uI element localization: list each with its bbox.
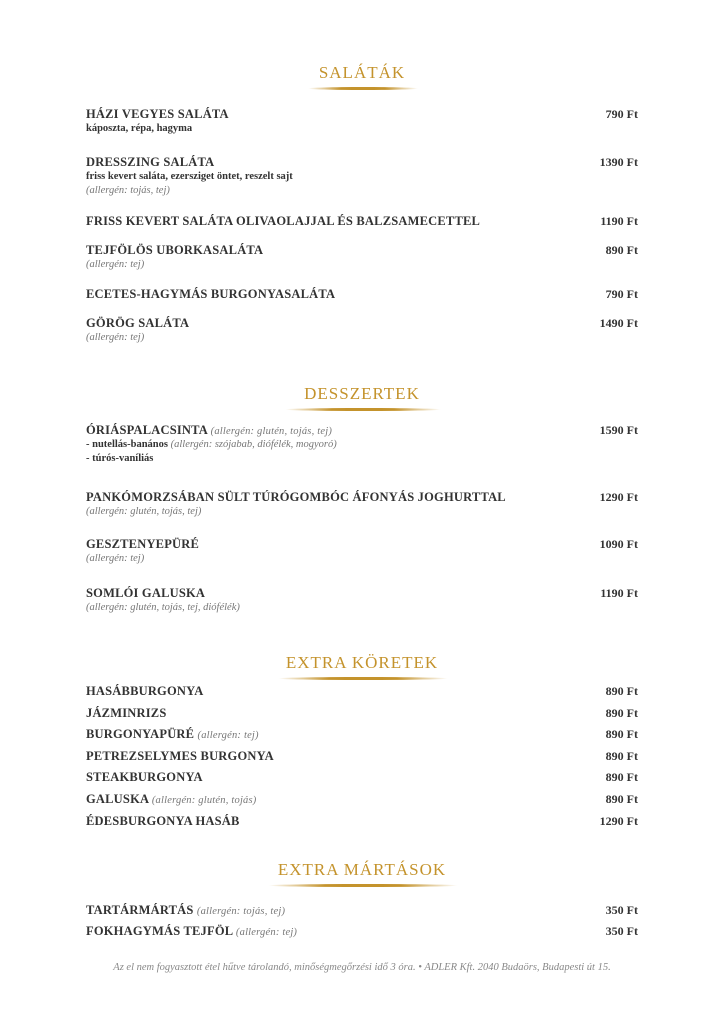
- item-price: 890 Ft: [605, 749, 638, 763]
- item-price: 790 Ft: [605, 287, 638, 301]
- menu-item: [86, 903, 638, 918]
- item-name: ECETES-HAGYMÁS BURGONYASALÁTA: [86, 287, 336, 301]
- item-allergen: (allergén: tojás, tej): [196, 906, 286, 917]
- item-name: DRESSZING SALÁTA: [86, 155, 215, 169]
- menu-item: [86, 814, 638, 829]
- item-price: 1190 Ft: [600, 586, 638, 600]
- menu-item: [86, 490, 638, 519]
- item-price: 1290 Ft: [599, 814, 638, 828]
- item-variant: - túrós-vaníliás: [86, 453, 154, 464]
- section-title-martasok: EXTRA MÁRTÁSOK: [277, 860, 447, 879]
- item-name: HASÁBBURGONYA: [86, 684, 204, 698]
- title-underline: [278, 677, 448, 680]
- item-name-text: FOKHAGYMÁS TEJFÖL: [86, 924, 233, 938]
- item-price: 790 Ft: [605, 107, 638, 121]
- menu-item: [86, 727, 638, 742]
- title-underline: [308, 87, 418, 90]
- menu-item: [86, 107, 638, 136]
- menu-item: [86, 316, 638, 345]
- footer-note: Az el nem fogyasztott étel hűtve tárolandó, minőségmegőrzési idő 3 óra. • ADLER Kft. 2040 Budaörs, Budapesti út 15.: [113, 962, 611, 973]
- section-title-koretek: EXTRA KÖRETEK: [285, 653, 439, 672]
- item-price: 1390 Ft: [599, 155, 638, 169]
- menu-item: [86, 155, 638, 198]
- item-allergen: (allergén: tej): [235, 927, 298, 938]
- item-name: JÁZMINRIZS: [86, 706, 167, 720]
- item-name-text: ÓRIÁSPALACSINTA: [86, 423, 208, 437]
- item-name: PANKÓMORZSÁBAN SÜLT TÚRÓGOMBÓC ÁFONYÁS JOGHURTTAL: [86, 490, 506, 504]
- title-underline: [268, 884, 458, 887]
- menu-item: [86, 749, 638, 764]
- item-name: [86, 903, 638, 918]
- item-name: ÉDESBURGONYA HASÁB: [86, 814, 240, 828]
- variant-name: - nutellás-banános: [86, 439, 168, 450]
- item-price: 1090 Ft: [599, 537, 638, 551]
- item-name: STEAKBURGONYA: [86, 770, 203, 784]
- item-name: GÖRÖG SALÁTA: [86, 316, 190, 330]
- item-price: 890 Ft: [605, 770, 638, 784]
- item-price: 890 Ft: [605, 684, 638, 698]
- menu-item: [86, 214, 638, 229]
- item-name: [86, 423, 638, 438]
- item-description: káposzta, répa, hagyma: [86, 123, 193, 134]
- item-name: SOMLÓI GALUSKA: [86, 586, 206, 600]
- item-price: 1290 Ft: [599, 490, 638, 504]
- item-price: 890 Ft: [605, 792, 638, 806]
- menu-item: [86, 924, 638, 939]
- variant-allergen: (allergén: szójabab, diófélék, mogyoró): [170, 439, 337, 450]
- item-allergen: (allergén: glutén, tojás): [151, 795, 257, 806]
- item-name: GESZTENYEPÜRÉ: [86, 537, 200, 551]
- item-name-text: BURGONYAPÜRÉ: [86, 727, 195, 741]
- section-title-desszertek: DESSZERTEK: [304, 384, 420, 403]
- menu-item: [86, 586, 638, 615]
- menu-item: [86, 770, 638, 785]
- item-price: 890 Ft: [605, 706, 638, 720]
- item-allergen: (allergén: glutén, tojás, tej): [86, 506, 202, 517]
- item-name: [86, 924, 638, 939]
- item-name: [86, 792, 638, 807]
- item-name: HÁZI VEGYES SALÁTA: [86, 107, 229, 121]
- item-price: 1490 Ft: [599, 316, 638, 330]
- menu-item: [86, 792, 638, 807]
- item-name: [86, 727, 638, 742]
- item-name: TEJFÖLÖS UBORKASALÁTA: [86, 243, 264, 257]
- menu-item: [86, 537, 638, 566]
- item-allergen: (allergén: glutén, tojás, tej, diófélék): [86, 602, 240, 613]
- item-allergen: (allergén: glutén, tojás, tej): [210, 426, 333, 437]
- item-price: 350 Ft: [605, 903, 638, 917]
- item-name-text: TARTÁRMÁRTÁS: [86, 903, 194, 917]
- item-price: 1590 Ft: [599, 423, 638, 437]
- item-allergen: (allergén: tej): [86, 259, 145, 270]
- title-underline: [285, 408, 441, 411]
- menu-item: [86, 706, 638, 721]
- item-variant: [86, 438, 638, 452]
- menu-item: [86, 423, 638, 466]
- item-name: FRISS KEVERT SALÁTA OLIVAOLAJJAL ÉS BALZSAMECETTEL: [86, 214, 481, 228]
- item-description: friss kevert saláta, ezersziget öntet, reszelt sajt: [86, 171, 293, 182]
- menu-item: [86, 243, 638, 272]
- item-price: 350 Ft: [605, 924, 638, 938]
- item-price: 890 Ft: [605, 243, 638, 257]
- item-allergen: (allergén: tej): [197, 730, 259, 741]
- item-name: PETREZSELYMES BURGONYA: [86, 749, 274, 763]
- item-allergen: (allergén: tej): [86, 553, 145, 564]
- item-allergen: (allergén: tojás, tej): [86, 185, 170, 196]
- item-allergen: (allergén: tej): [86, 332, 145, 343]
- item-price: 890 Ft: [605, 727, 638, 741]
- item-name-text: GALUSKA: [86, 792, 149, 806]
- item-price: 1190 Ft: [600, 214, 638, 228]
- section-title-salatak: SALÁTÁK: [318, 63, 406, 82]
- menu-item: [86, 287, 638, 302]
- menu-item: [86, 684, 638, 699]
